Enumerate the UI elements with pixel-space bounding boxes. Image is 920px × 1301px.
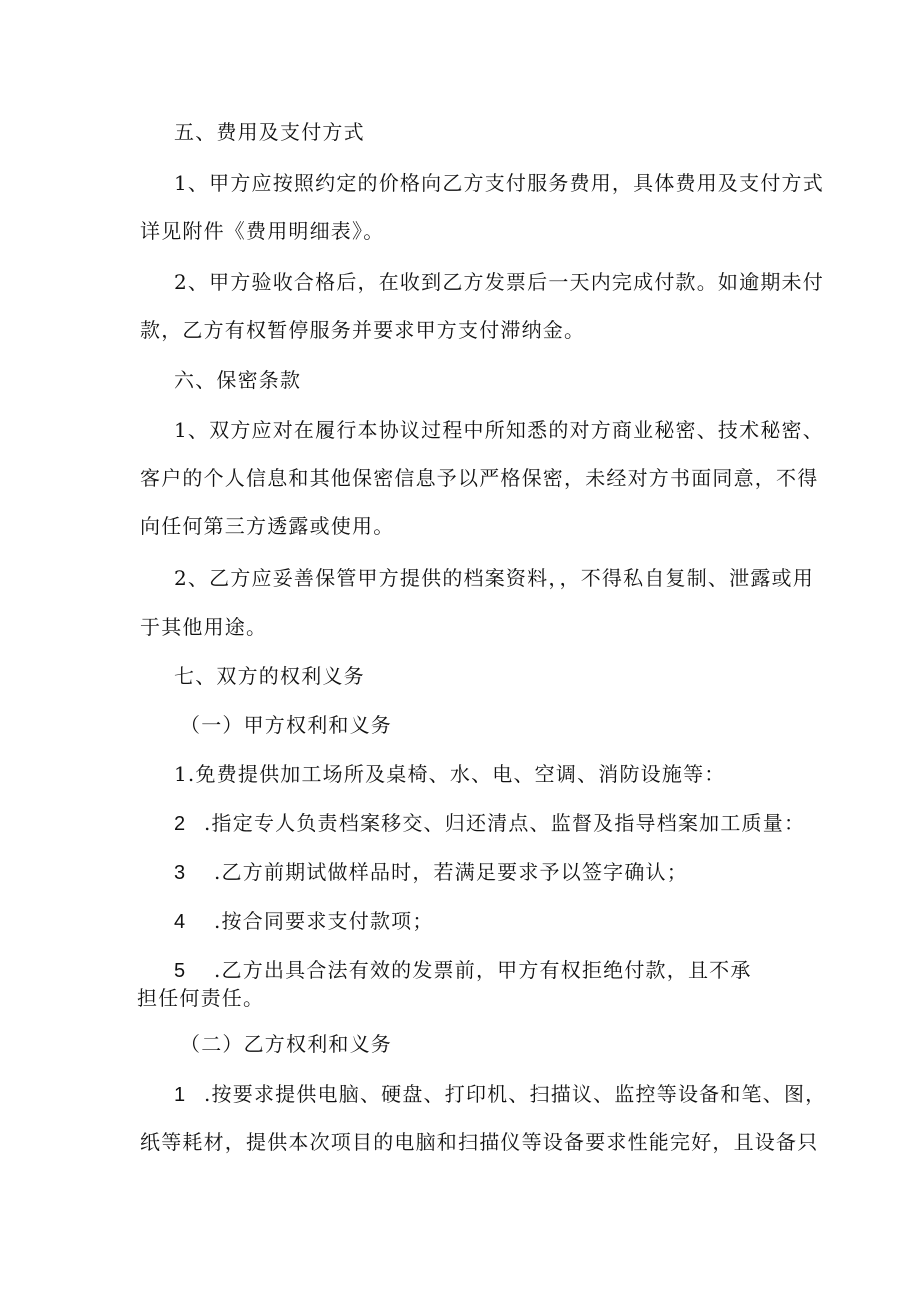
list-item (174, 909, 434, 934)
list-item (174, 811, 805, 836)
list-item-number: 1 (174, 1084, 187, 1106)
list-item-number: 4 (174, 911, 187, 933)
list-item (174, 958, 752, 983)
paragraph-line: 1、甲方应按照约定的价格向乙方支付服务费用，具体费用及支付方式 (174, 171, 824, 195)
section-heading-rights: 七、双方的权利义务 (174, 664, 365, 688)
subsection-heading-party-a: （一）甲方权利和义务 (180, 713, 392, 737)
list-item-continuation: 纸等耗材，提供本次项目的电脑和扫描仪等设备要求性能完好，且设备只 (140, 1130, 819, 1154)
list-item-text: .乙方前期试做样品时，若满足要求予以签字确认； (214, 860, 688, 884)
list-item-text: .按合同要求支付款项； (214, 909, 434, 933)
paragraph-line: 客户的个人信息和其他保密信息予以严格保密，未经对方书面同意，不得 (140, 466, 819, 490)
list-item (174, 1082, 826, 1107)
list-item-number: 1. (174, 762, 196, 786)
paragraph-line: 2、乙方应妥善保管甲方提供的档案资料，，不得私自复制、泄露或用 (174, 566, 814, 590)
list-item (174, 762, 725, 786)
paragraph-line: 款，乙方有权暂停服务并要求甲方支付滞纳金。 (140, 318, 586, 342)
paragraph-line: 详见附件《费用明细表》。 (140, 219, 385, 243)
list-item-text: .乙方出具合法有效的发票前，甲方有权拒绝付款，且不承 (214, 958, 752, 982)
list-item-number: 2 (174, 813, 187, 835)
list-item-continuation: 担任何责任。 (137, 986, 265, 1010)
subsection-heading-party-b: （二）乙方权利和义务 (180, 1032, 392, 1056)
list-item-text: .按要求提供电脑、硬盘、打印机、扫描议、监控等设备和笔、图， (204, 1082, 827, 1106)
list-item-text: .指定专人负责档案移交、归还清点、监督及指导档案加工质量： (204, 811, 806, 835)
list-item-text: 免费提供加工场所及桌椅、水、电、空调、消防设施等： (195, 762, 726, 786)
paragraph-line: 2、甲方验收合格后，在收到乙方发票后一天内完成付款。如逾期未付 (174, 270, 824, 294)
paragraph-line: 向任何第三方透露或使用。 (140, 514, 395, 538)
list-item-number: 3 (174, 862, 187, 884)
paragraph-line: 1、双方应对在履行本协议过程中所知悉的对方商业秘密、技术秘密、 (174, 418, 824, 442)
section-heading-fees: 五、费用及支付方式 (174, 120, 365, 144)
section-heading-confidentiality: 六、保密条款 (174, 368, 302, 392)
paragraph-line: 于其他用途。 (140, 615, 268, 639)
list-item-number: 5 (174, 960, 187, 982)
list-item (174, 860, 688, 885)
